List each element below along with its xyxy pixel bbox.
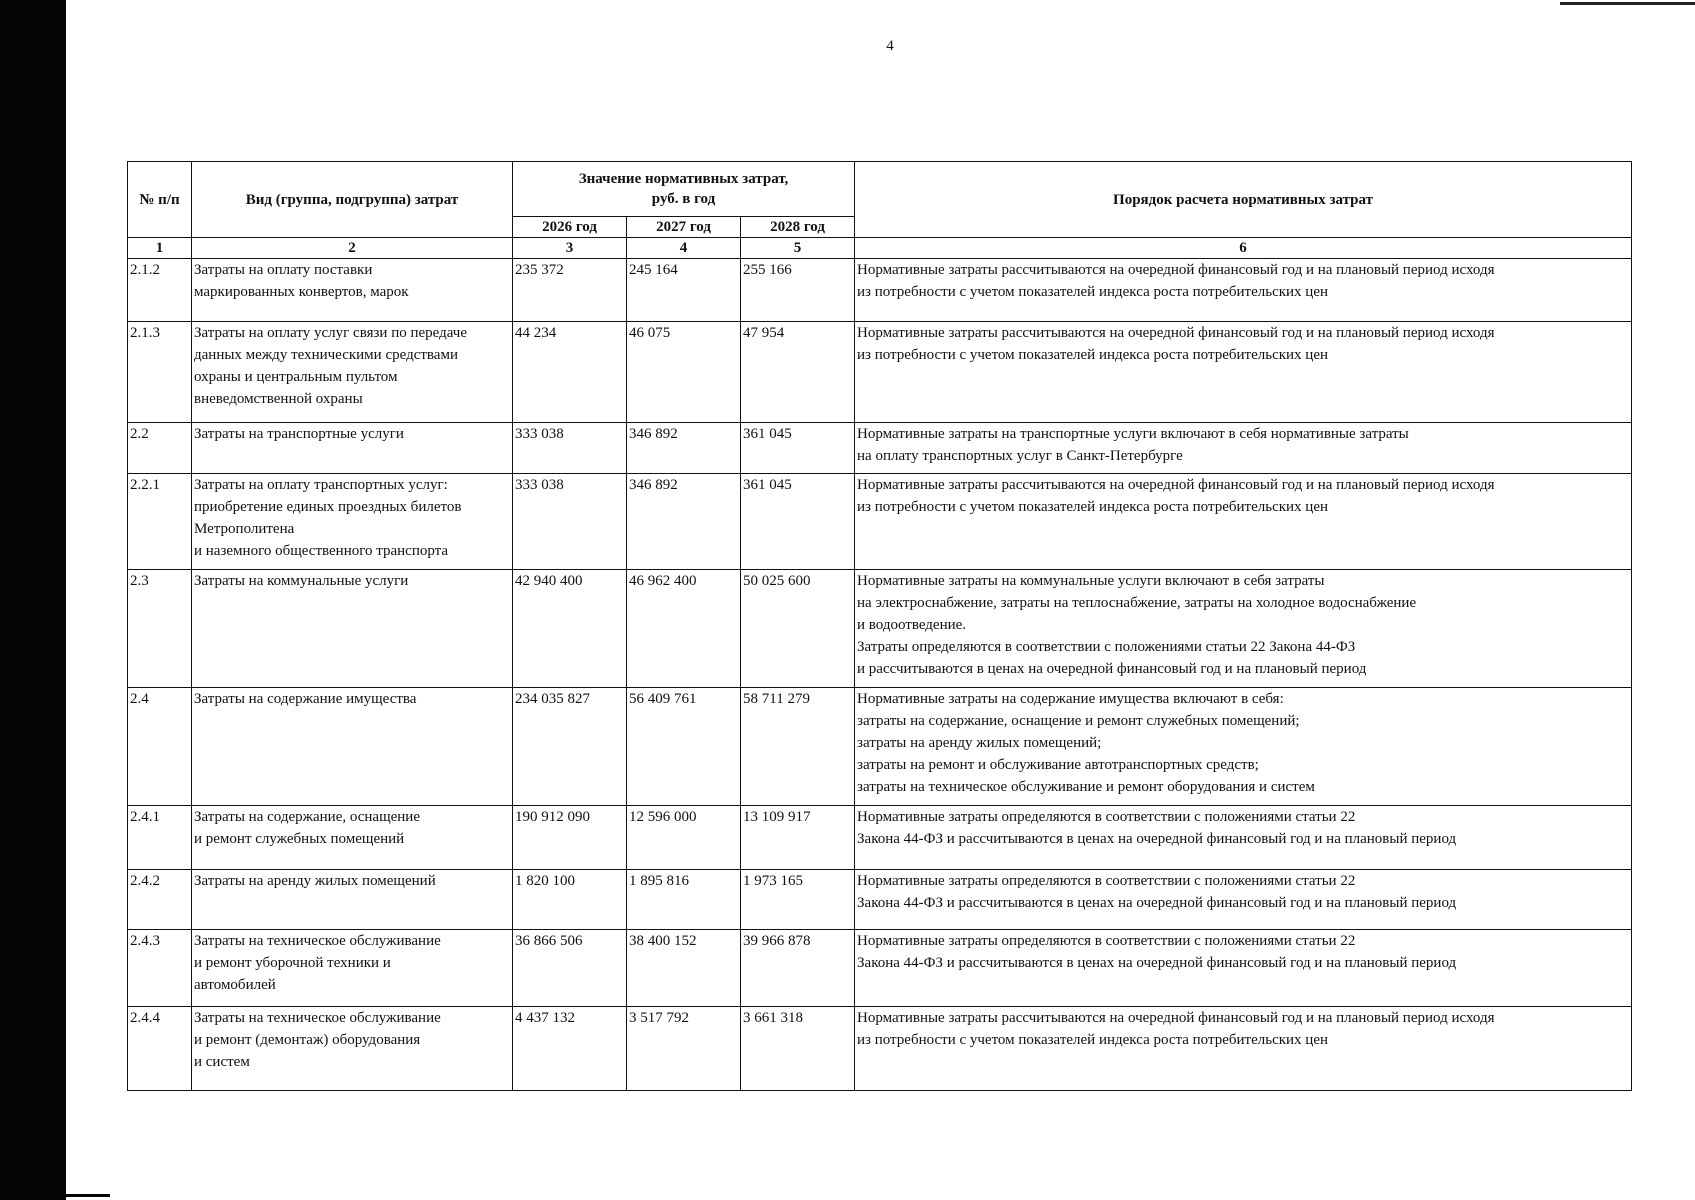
value-2027: 346 892	[627, 474, 741, 570]
cost-type-line: Затраты на коммунальные услуги	[194, 573, 409, 589]
row-number: 2.4.1	[128, 806, 192, 870]
row-number: 2.2.1	[128, 474, 192, 570]
calculation-method	[855, 930, 1632, 1007]
value-2026: 36 866 506	[513, 930, 627, 1007]
table-row	[128, 570, 1632, 688]
cost-type	[192, 322, 513, 423]
calculation-method-line: затраты на техническое обслуживание и ремонт оборудования и систем	[857, 779, 1315, 795]
value-2028: 3 661 318	[741, 1007, 855, 1091]
row-number: 2.1.2	[128, 259, 192, 322]
calculation-method	[855, 688, 1632, 806]
value-2027: 46 962 400	[627, 570, 741, 688]
table-body	[128, 259, 1632, 1091]
cost-type-line: и наземного общественного транспорта	[194, 543, 449, 559]
cost-type-line: и ремонт (демонтаж) оборудования	[194, 1032, 421, 1048]
header-year-2028: 2028 год	[741, 217, 855, 238]
value-2028: 47 954	[741, 322, 855, 423]
cost-type-line: и ремонт служебных помещений	[194, 831, 405, 847]
value-2028: 39 966 878	[741, 930, 855, 1007]
cost-type-line: Затраты на аренду жилых помещений	[194, 873, 436, 889]
calculation-method-line: Нормативные затраты определяются в соответствии с положениями статьи 22	[857, 933, 1356, 949]
row-number: 2.4.4	[128, 1007, 192, 1091]
calculation-method-line: затраты на ремонт и обслуживание автотранспортных средств;	[857, 757, 1259, 773]
header-year-2026: 2026 год	[513, 217, 627, 238]
calculation-method-line: и рассчитываются в ценах на очередной финансовый год и на плановый период	[857, 661, 1367, 677]
calculation-method-line: Закона 44-ФЗ и рассчитываются в ценах на очередной финансовый год и на плановый период	[857, 831, 1457, 847]
table-row	[128, 688, 1632, 806]
value-2026: 190 912 090	[513, 806, 627, 870]
table-row	[128, 474, 1632, 570]
value-2027: 12 596 000	[627, 806, 741, 870]
row-number: 2.3	[128, 570, 192, 688]
value-2028: 361 045	[741, 423, 855, 474]
value-2027: 46 075	[627, 322, 741, 423]
normative-costs-table	[127, 161, 1632, 1091]
row-number: 2.4.2	[128, 870, 192, 930]
header-cost-value-line2: руб. в год	[651, 191, 716, 207]
table-row	[128, 930, 1632, 1007]
value-2027: 245 164	[627, 259, 741, 322]
cost-type	[192, 806, 513, 870]
cost-type	[192, 423, 513, 474]
calculation-method	[855, 1007, 1632, 1091]
table-row	[128, 423, 1632, 474]
table-row	[128, 1007, 1632, 1091]
value-2027: 56 409 761	[627, 688, 741, 806]
calculation-method-line: из потребности с учетом показателей индекса роста потребительских цен	[857, 499, 1329, 515]
column-number-1: 1	[128, 238, 192, 259]
column-number-6: 6	[855, 238, 1632, 259]
column-number-4: 4	[627, 238, 741, 259]
value-2026: 42 940 400	[513, 570, 627, 688]
cost-type-line: вневедомственной охраны	[194, 391, 363, 407]
calculation-method-line: Закона 44-ФЗ и рассчитываются в ценах на очередной финансовый год и на плановый период	[857, 955, 1457, 971]
cost-type-line: автомобилей	[194, 977, 276, 993]
cost-type-line: данных между техническими средствами	[194, 347, 458, 363]
calculation-method-line: из потребности с учетом показателей индекса роста потребительских цен	[857, 347, 1329, 363]
cost-type-line: Затраты на оплату поставки	[194, 262, 373, 278]
column-number-5: 5	[741, 238, 855, 259]
calculation-method-line: Затраты определяются в соответствии с положениями статьи 22 Закона 44-ФЗ	[857, 639, 1356, 655]
cost-type	[192, 930, 513, 1007]
header-cost-value-line1: Значение нормативных затрат,	[578, 171, 789, 187]
value-2026: 333 038	[513, 423, 627, 474]
table-row	[128, 806, 1632, 870]
calculation-method-line: Нормативные затраты рассчитываются на очередной финансовый год и на плановый период исходя	[857, 1010, 1495, 1026]
cost-type	[192, 259, 513, 322]
calculation-method-line: Нормативные затраты на транспортные услуги включают в себя нормативные затраты	[857, 426, 1409, 442]
cost-type-line: и систем	[194, 1054, 250, 1070]
scan-top-line	[1560, 2, 1695, 5]
scan-edge-mark	[66, 1194, 110, 1197]
value-2028: 255 166	[741, 259, 855, 322]
cost-type-line: Затраты на содержание имущества	[194, 691, 417, 707]
row-number: 2.4	[128, 688, 192, 806]
calculation-method-line: на оплату транспортных услуг в Санкт-Петербурге	[857, 448, 1183, 464]
calculation-method	[855, 423, 1632, 474]
calculation-method	[855, 259, 1632, 322]
value-2028: 50 025 600	[741, 570, 855, 688]
row-number: 2.4.3	[128, 930, 192, 1007]
calculation-method-line: из потребности с учетом показателей индекса роста потребительских цен	[857, 284, 1329, 300]
calculation-method-line: Нормативные затраты определяются в соответствии с положениями статьи 22	[857, 873, 1356, 889]
value-2026: 234 035 827	[513, 688, 627, 806]
header-calculation-method: Порядок расчета нормативных затрат	[855, 162, 1632, 238]
calculation-method-line: затраты на содержание, оснащение и ремонт служебных помещений;	[857, 713, 1300, 729]
calculation-method-line: и водоотведение.	[857, 617, 967, 633]
value-2028: 58 711 279	[741, 688, 855, 806]
calculation-method-line: затраты на аренду жилых помещений;	[857, 735, 1102, 751]
value-2026: 333 038	[513, 474, 627, 570]
column-number-3: 3	[513, 238, 627, 259]
value-2027: 3 517 792	[627, 1007, 741, 1091]
cost-type	[192, 570, 513, 688]
calculation-method-line: Нормативные затраты рассчитываются на очередной финансовый год и на плановый период исходя	[857, 477, 1495, 493]
table-row	[128, 322, 1632, 423]
cost-type	[192, 688, 513, 806]
cost-type-line: и ремонт уборочной техники и	[194, 955, 391, 971]
cost-type-line: приобретение единых проездных билетов	[194, 499, 462, 515]
value-2028: 13 109 917	[741, 806, 855, 870]
header-cost-value	[513, 162, 855, 217]
calculation-method	[855, 474, 1632, 570]
cost-type-line: Затраты на содержание, оснащение	[194, 809, 420, 825]
column-number-row	[128, 238, 1632, 259]
value-2026: 1 820 100	[513, 870, 627, 930]
column-number-2: 2	[192, 238, 513, 259]
calculation-method	[855, 806, 1632, 870]
cost-type-line: Затраты на техническое обслуживание	[194, 1010, 441, 1026]
scan-dark-edge	[0, 0, 66, 1200]
cost-type	[192, 1007, 513, 1091]
calculation-method-line: Нормативные затраты рассчитываются на очередной финансовый год и на плановый период исходя	[857, 262, 1495, 278]
calculation-method	[855, 870, 1632, 930]
calculation-method-line: Нормативные затраты определяются в соответствии с положениями статьи 22	[857, 809, 1356, 825]
calculation-method-line: Закона 44-ФЗ и рассчитываются в ценах на очередной финансовый год и на плановый период	[857, 895, 1457, 911]
value-2028: 361 045	[741, 474, 855, 570]
calculation-method-line: Нормативные затраты на коммунальные услуги включают в себя затраты	[857, 573, 1325, 589]
cost-type-line: Затраты на транспортные услуги	[194, 426, 404, 442]
value-2027: 346 892	[627, 423, 741, 474]
calculation-method	[855, 570, 1632, 688]
value-2027: 38 400 152	[627, 930, 741, 1007]
header-year-2027: 2027 год	[627, 217, 741, 238]
calculation-method	[855, 322, 1632, 423]
cost-type-line: Метрополитена	[194, 521, 295, 537]
calculation-method-line: из потребности с учетом показателей индекса роста потребительских цен	[857, 1032, 1329, 1048]
cost-type-line: Затраты на техническое обслуживание	[194, 933, 441, 949]
row-number: 2.2	[128, 423, 192, 474]
row-number: 2.1.3	[128, 322, 192, 423]
page-number: 4	[886, 38, 894, 54]
table-row	[128, 870, 1632, 930]
calculation-method-line: на электроснабжение, затраты на теплоснабжение, затраты на холодное водоснабжение	[857, 595, 1417, 611]
value-2026: 4 437 132	[513, 1007, 627, 1091]
calculation-method-line: Нормативные затраты на содержание имущества включают в себя:	[857, 691, 1284, 707]
table-row	[128, 259, 1632, 322]
cost-type	[192, 870, 513, 930]
cost-type-line: маркированных конвертов, марок	[194, 284, 409, 300]
value-2027: 1 895 816	[627, 870, 741, 930]
calculation-method-line: Нормативные затраты рассчитываются на очередной финансовый год и на плановый период исходя	[857, 325, 1495, 341]
header-cost-type: Вид (группа, подгруппа) затрат	[192, 162, 513, 238]
value-2028: 1 973 165	[741, 870, 855, 930]
header-num: № п/п	[128, 162, 192, 238]
value-2026: 235 372	[513, 259, 627, 322]
cost-type-line: Затраты на оплату транспортных услуг:	[194, 477, 448, 493]
value-2026: 44 234	[513, 322, 627, 423]
cost-type-line: Затраты на оплату услуг связи по передаче	[194, 325, 468, 341]
cost-type	[192, 474, 513, 570]
cost-type-line: охраны и центральным пультом	[194, 369, 398, 385]
